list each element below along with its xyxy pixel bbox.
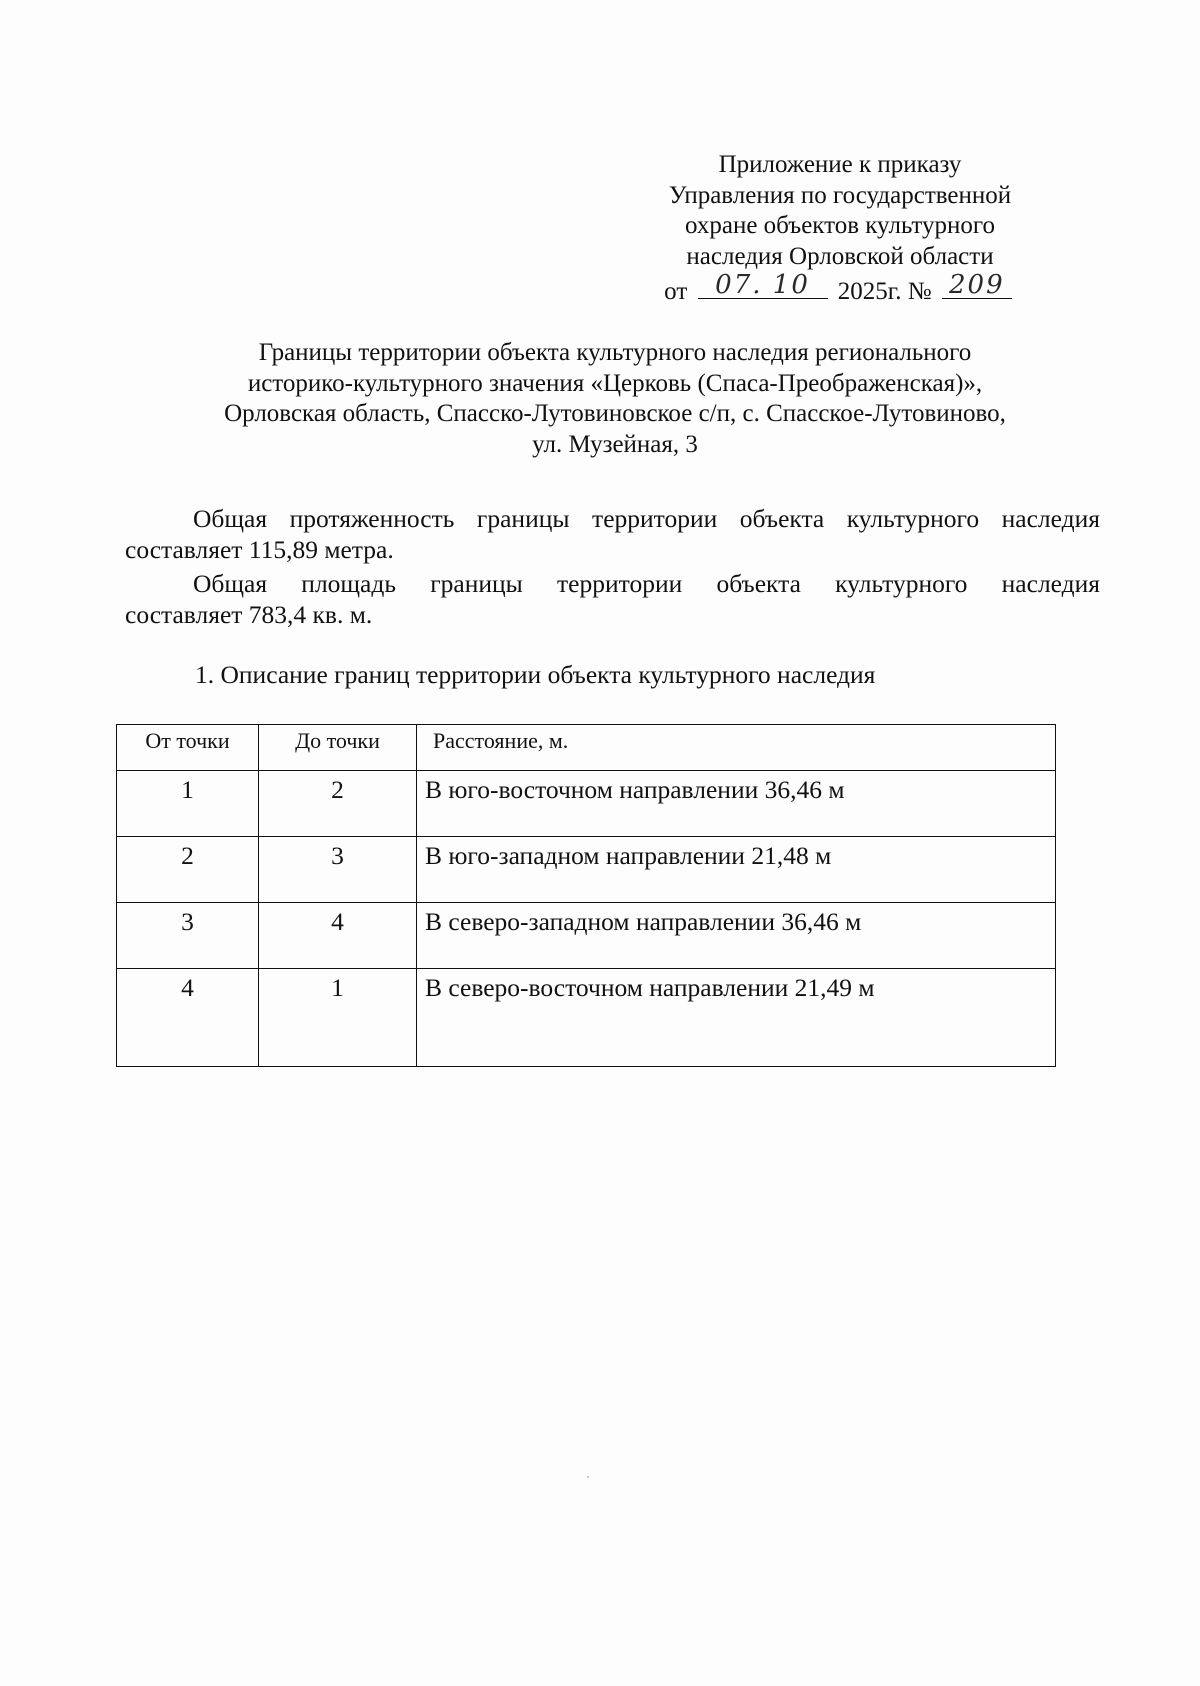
title-line-1: Границы территории объекта культурного наследия регионального [258,339,972,366]
cell-distance: В северо-восточном направлении 21,49 м [417,969,1056,1067]
cell-distance: В северо-западном направлении 36,46 м [417,903,1056,969]
handwritten-number: 209 [949,269,1005,300]
document-title [150,338,1080,460]
table-row [117,969,1056,1067]
cell-to: 2 [259,771,417,837]
section-title: 1. Описание границ территории объекта культурного наследия [195,660,876,689]
table-row [117,837,1056,903]
header-from-point: От точки [117,725,259,771]
scan-speck [587,1476,589,1478]
appendix-date-line [600,269,1080,308]
cell-distance: В юго-западном направлении 21,48 м [417,837,1056,903]
year-number-label: 2025г. № [837,278,932,305]
appendix-header [600,150,1080,308]
cell-distance: В юго-восточном направлении 36,46 м [417,771,1056,837]
cell-to: 1 [259,969,417,1067]
handwritten-date: 07. 10 [715,269,810,300]
date-field [698,269,828,300]
length-paragraph [125,503,1100,565]
area-paragraph-rest: составляет 783,4 кв. м. [125,600,373,629]
length-paragraph-first-line: Общая протяженность границы территории объекта культурного наследия [193,504,1100,533]
appendix-line-2: Управления по государственной [668,181,1012,209]
header-distance: Расстояние, м. [417,725,1056,771]
cell-from: 2 [117,837,259,903]
cell-from: 4 [117,969,259,1067]
appendix-line-1: Приложение к приказу [718,151,962,178]
area-paragraph [125,568,1100,630]
header-to-point: До точки [259,725,417,771]
title-line-4: ул. Музейная, 3 [532,430,698,458]
table-row [117,771,1056,837]
title-line-3: Орловская область, Спасско-Лутовиновское с/п, с. Спасское-Лутовиново, [224,400,1006,427]
length-paragraph-rest: составляет 115,89 метра. [125,535,394,564]
cell-to: 3 [259,837,417,903]
appendix-line-3: охране объектов культурного [684,212,995,239]
number-field [942,269,1012,300]
table-row [117,903,1056,969]
table-header-row [117,725,1056,771]
title-line-2: историко-культурного значения «Церковь (Спаса-Преображенская)», [247,369,983,397]
appendix-line-4: наследия Орловской области [686,242,994,270]
cell-from: 1 [117,771,259,837]
area-paragraph-first-line: Общая площадь границы территории объекта культурного наследия [193,569,1100,598]
date-prefix: от [664,278,688,305]
cell-from: 3 [117,903,259,969]
cell-to: 4 [259,903,417,969]
boundary-table [116,724,1056,1067]
